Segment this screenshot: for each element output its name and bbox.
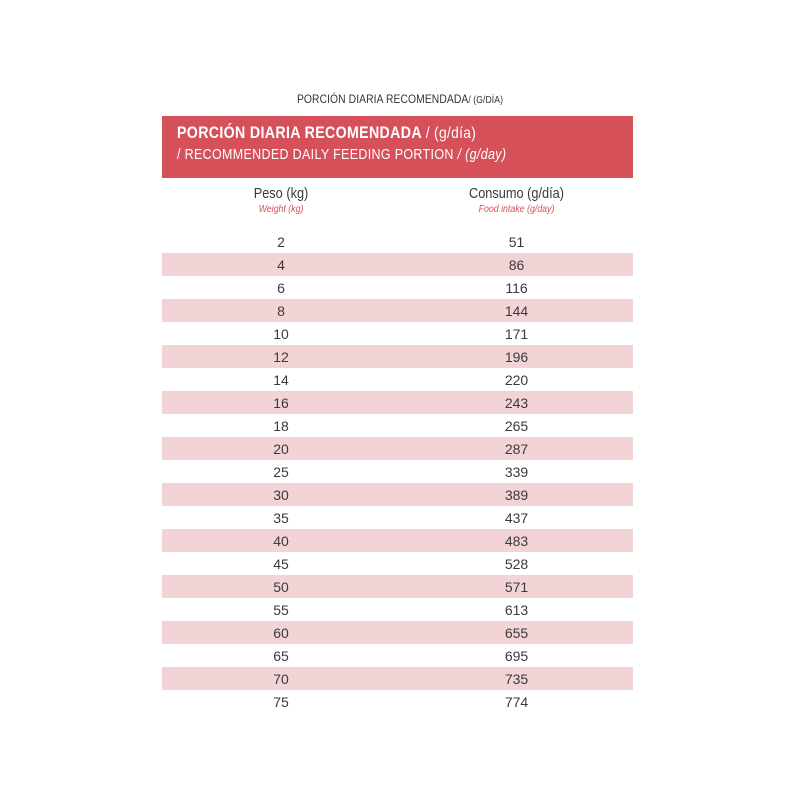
weight-value: 8	[277, 302, 285, 319]
weight-cell	[162, 487, 400, 503]
weight-cell	[162, 671, 400, 687]
banner-title-es-unit: / (g/día)	[425, 125, 477, 142]
table-row	[162, 345, 633, 368]
intake-value: 655	[504, 624, 529, 641]
intake-value: 196	[504, 348, 529, 365]
weight-cell	[162, 625, 400, 641]
intake-value: 735	[504, 670, 529, 687]
table-row	[162, 391, 633, 414]
weight-cell	[162, 556, 400, 572]
intake-cell	[400, 648, 633, 664]
intake-value: 86	[508, 256, 525, 273]
weight-value: 75	[273, 693, 289, 710]
page-heading-unit: / (G/DÍA)	[468, 95, 504, 106]
intake-cell	[400, 464, 633, 480]
intake-value: 437	[504, 509, 529, 526]
intake-cell	[400, 257, 633, 273]
intake-cell	[400, 579, 633, 595]
weight-cell	[162, 464, 400, 480]
feeding-table	[162, 116, 633, 713]
table-row	[162, 253, 633, 276]
intake-cell	[400, 349, 633, 365]
page-heading-main: PORCIÓN DIARIA RECOMENDADA	[296, 92, 469, 106]
table-row	[162, 667, 633, 690]
weight-cell	[162, 648, 400, 664]
weight-value: 14	[273, 371, 289, 388]
weight-value: 60	[273, 624, 289, 641]
table-row	[162, 368, 633, 391]
intake-cell	[400, 441, 633, 457]
banner-title-en	[177, 145, 569, 165]
intake-value: 613	[504, 601, 529, 618]
weight-cell	[162, 533, 400, 549]
weight-value: 40	[273, 532, 289, 549]
weight-cell	[162, 510, 400, 526]
intake-value: 171	[504, 325, 529, 342]
intake-cell	[400, 602, 633, 618]
column-header-intake	[400, 186, 633, 226]
intake-value: 339	[504, 463, 529, 480]
table-row	[162, 299, 633, 322]
weight-value: 12	[273, 348, 289, 365]
weight-value: 6	[277, 279, 285, 296]
column-header-intake-sublabel: Food intake (g/day)	[478, 204, 555, 215]
intake-cell	[400, 395, 633, 411]
intake-value: 774	[504, 693, 529, 710]
weight-cell	[162, 418, 400, 434]
intake-value: 483	[504, 532, 529, 549]
table-banner	[162, 116, 633, 178]
weight-value: 65	[273, 647, 289, 664]
intake-cell	[400, 510, 633, 526]
intake-value: 389	[504, 486, 529, 503]
weight-value: 2	[277, 233, 285, 250]
banner-title-es-text: PORCIÓN DIARIA RECOMENDADA	[177, 124, 422, 142]
banner-title-es	[177, 123, 569, 144]
weight-value: 30	[273, 486, 289, 503]
weight-value: 50	[273, 578, 289, 595]
weight-value: 16	[273, 394, 289, 411]
column-header-intake-label: Consumo (g/día)	[468, 186, 565, 202]
weight-cell	[162, 280, 400, 296]
column-header-weight-label: Peso (kg)	[253, 186, 309, 202]
intake-value: 695	[504, 647, 529, 664]
weight-value: 4	[277, 256, 285, 273]
weight-cell	[162, 694, 400, 710]
intake-cell	[400, 303, 633, 319]
intake-value: 220	[504, 371, 529, 388]
weight-cell	[162, 326, 400, 342]
intake-cell	[400, 694, 633, 710]
table-row	[162, 276, 633, 299]
intake-value: 243	[504, 394, 529, 411]
weight-value: 35	[273, 509, 289, 526]
table-body	[162, 230, 633, 713]
intake-value: 51	[508, 233, 525, 250]
column-header-weight	[162, 186, 400, 226]
weight-value: 20	[273, 440, 289, 457]
intake-cell	[400, 234, 633, 250]
page-heading	[56, 92, 744, 106]
table-row	[162, 575, 633, 598]
table-row	[162, 621, 633, 644]
intake-value: 144	[504, 302, 529, 319]
weight-value: 45	[273, 555, 289, 572]
table-row	[162, 414, 633, 437]
intake-cell	[400, 487, 633, 503]
weight-value: 10	[273, 325, 289, 342]
column-header-weight-sublabel: Weight (kg)	[258, 204, 304, 215]
weight-cell	[162, 303, 400, 319]
weight-cell	[162, 441, 400, 457]
table-row	[162, 690, 633, 713]
weight-value: 55	[273, 601, 289, 618]
intake-cell	[400, 418, 633, 434]
weight-cell	[162, 579, 400, 595]
intake-cell	[400, 671, 633, 687]
table-row	[162, 506, 633, 529]
intake-cell	[400, 280, 633, 296]
table-row	[162, 230, 633, 253]
weight-cell	[162, 234, 400, 250]
table-row	[162, 437, 633, 460]
table-row	[162, 598, 633, 621]
table-row	[162, 644, 633, 667]
intake-value: 528	[504, 555, 529, 572]
intake-value: 571	[504, 578, 529, 595]
intake-cell	[400, 372, 633, 388]
weight-cell	[162, 372, 400, 388]
weight-cell	[162, 349, 400, 365]
intake-value: 116	[505, 279, 528, 296]
column-header-row	[162, 178, 633, 226]
weight-value: 18	[273, 417, 289, 434]
table-row	[162, 552, 633, 575]
table-row	[162, 460, 633, 483]
table-row	[162, 529, 633, 552]
weight-cell	[162, 395, 400, 411]
banner-title-en-unit: / (g/day)	[457, 147, 507, 163]
intake-cell	[400, 326, 633, 342]
intake-value: 287	[504, 440, 529, 457]
intake-cell	[400, 533, 633, 549]
intake-cell	[400, 625, 633, 641]
table-row	[162, 322, 633, 345]
weight-cell	[162, 257, 400, 273]
weight-cell	[162, 602, 400, 618]
banner-title-en-text: / RECOMMENDED DAILY FEEDING PORTION	[177, 147, 454, 163]
intake-cell	[400, 556, 633, 572]
table-row	[162, 483, 633, 506]
weight-value: 25	[273, 463, 289, 480]
weight-value: 70	[273, 670, 289, 687]
intake-value: 265	[504, 417, 529, 434]
